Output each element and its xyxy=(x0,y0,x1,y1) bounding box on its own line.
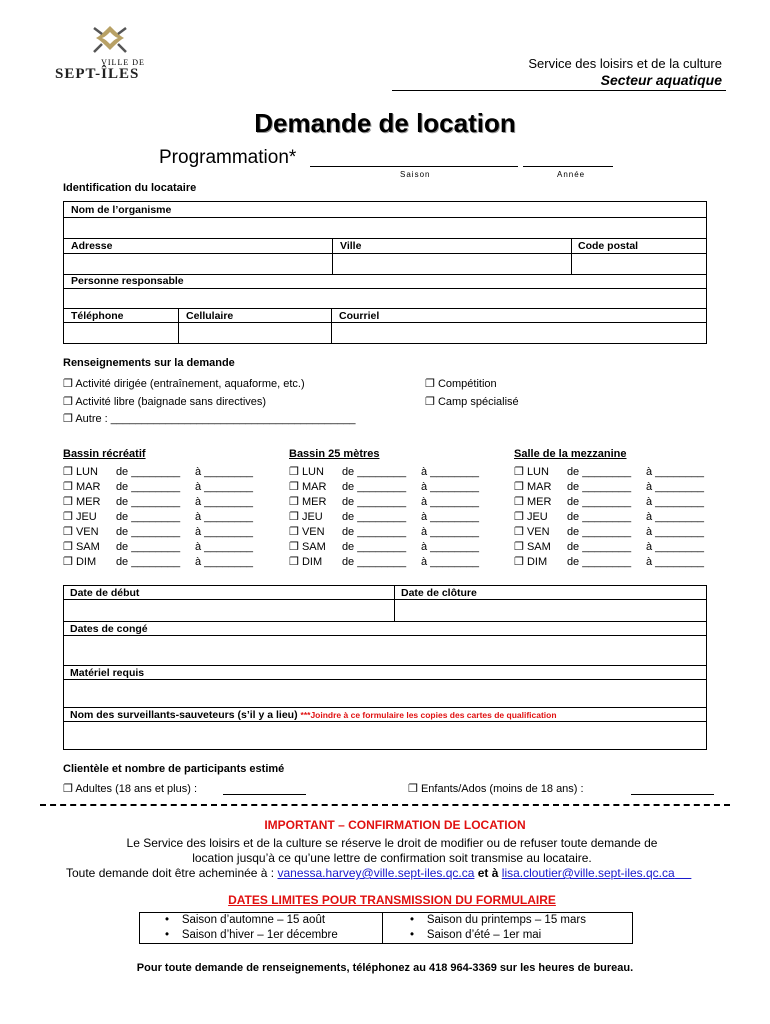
a-field[interactable]: à ________ xyxy=(194,496,254,508)
de-field[interactable]: de ________ xyxy=(341,541,407,553)
de-field[interactable]: de ________ xyxy=(341,496,407,508)
deadlines-heading: DATES LIMITES POUR TRANSMISSION DU FORMULAIRE xyxy=(228,893,556,907)
programmation-label: Programmation* xyxy=(159,147,297,168)
a-field[interactable]: à ________ xyxy=(420,481,480,493)
a-field[interactable]: à ________ xyxy=(194,556,254,568)
option-competition[interactable] xyxy=(425,377,497,390)
schedule-row-25m-mar[interactable] xyxy=(289,480,479,495)
bassin-recreatif-heading: Bassin récréatif xyxy=(63,448,146,460)
line3-text: Toute demande doit être acheminée à : xyxy=(66,866,278,880)
day-label: VEN xyxy=(75,526,99,538)
day-label: JEU xyxy=(301,511,323,523)
deadline-text: Saison d’hiver – 1er décembre xyxy=(181,929,338,941)
day-label: JEU xyxy=(526,511,548,523)
de-field[interactable]: de ________ xyxy=(115,541,181,553)
schedule-row-recreatif-jeu[interactable] xyxy=(63,510,253,525)
checkbox-icon: ❐ xyxy=(63,396,73,408)
schedule-row-recreatif-sam[interactable] xyxy=(63,540,253,555)
a-field[interactable]: à ________ xyxy=(645,526,705,538)
surveillants-label xyxy=(70,709,557,721)
day-label: VEN xyxy=(526,526,550,538)
a-field[interactable]: à ________ xyxy=(194,466,254,478)
checkbox-icon: ❐ xyxy=(425,378,435,390)
a-field[interactable]: à ________ xyxy=(420,541,480,553)
adresse-label: Adresse xyxy=(71,240,113,252)
materiel-label: Matériel requis xyxy=(70,667,145,679)
de-field[interactable]: de ________ xyxy=(115,556,181,568)
page-title: Demande de location xyxy=(254,108,516,138)
deadline-automne: • Saison d’automne – 15 août xyxy=(165,914,326,926)
de-field[interactable]: de ________ xyxy=(566,511,632,523)
a-field[interactable]: à ________ xyxy=(420,511,480,523)
important-heading: IMPORTANT – CONFIRMATION DE LOCATION xyxy=(264,818,526,832)
important-line1: Le Service des loisirs et de la culture se réserve le droit de modifier ou de refuser toute demande de xyxy=(126,836,658,850)
checkbox-icon: ❐ xyxy=(63,496,73,508)
de-field[interactable]: de ________ xyxy=(566,466,632,478)
a-field[interactable]: à ________ xyxy=(420,556,480,568)
de-field[interactable]: de ________ xyxy=(566,481,632,493)
secteur-name: Secteur aquatique xyxy=(600,72,722,88)
de-field[interactable]: de ________ xyxy=(341,511,407,523)
de-field[interactable]: de ________ xyxy=(341,481,407,493)
day-label: DIM xyxy=(526,556,548,568)
checkbox-icon: ❐ xyxy=(514,466,524,478)
personne-responsable-field[interactable] xyxy=(64,289,706,307)
surveillants-note: ***Joindre à ce formulaire les copies des cartes de qualification xyxy=(300,710,557,720)
a-field[interactable]: à ________ xyxy=(420,496,480,508)
schedule-row-recreatif-mar[interactable] xyxy=(63,480,253,495)
adultes-field[interactable] xyxy=(223,794,306,795)
checkbox-icon: ❐ xyxy=(514,481,524,493)
schedule-row-mezzanine-sam[interactable] xyxy=(514,540,704,555)
surveillants-field[interactable] xyxy=(64,722,706,749)
ville-label: Ville xyxy=(340,240,362,252)
de-field[interactable]: de ________ xyxy=(341,466,407,478)
a-field[interactable]: à ________ xyxy=(645,481,705,493)
identification-heading: Identification du locataire xyxy=(63,182,197,194)
deadline-ete: • Saison d’été – 1er mai xyxy=(410,929,542,941)
surveillants-text: Nom des surveillants-sauveteurs (s’il y a lieu) xyxy=(70,709,298,721)
checkbox-icon: ❐ xyxy=(63,481,73,493)
footer-note: Pour toute demande de renseignements, téléphonez au 418 964-3369 sur les heures de bureau. xyxy=(136,962,634,974)
date-cloture-label: Date de clôture xyxy=(401,587,477,599)
option-activite-dirigee[interactable] xyxy=(63,377,305,390)
ville-field[interactable] xyxy=(333,254,570,273)
materiel-field[interactable] xyxy=(64,680,706,706)
email-link-lisa[interactable]: lisa.cloutier@ville.sept-iles.qc.ca xyxy=(501,866,675,880)
day-label: MAR xyxy=(301,481,327,493)
option-enfants[interactable] xyxy=(408,782,584,795)
dates-conge-label: Dates de congé xyxy=(70,623,148,635)
schedule-row-25m-lun[interactable] xyxy=(289,465,479,480)
clientele-heading: Clientèle et nombre de participants estimé xyxy=(63,763,285,775)
schedule-row-25m-ven[interactable] xyxy=(289,525,479,540)
option-autre[interactable] xyxy=(63,412,356,425)
personne-responsable-label: Personne responsable xyxy=(71,275,184,287)
checkbox-icon: ❐ xyxy=(289,466,299,478)
de-field[interactable]: de ________ xyxy=(115,526,181,538)
day-label: LUN xyxy=(75,466,98,478)
day-label: MAR xyxy=(75,481,101,493)
enfants-field[interactable] xyxy=(631,794,714,795)
header-rule xyxy=(392,90,726,91)
checkbox-icon: ❐ xyxy=(63,556,73,568)
a-field[interactable]: à ________ xyxy=(645,466,705,478)
schedule-row-25m-jeu[interactable] xyxy=(289,510,479,525)
telephone-label: Téléphone xyxy=(71,310,124,322)
a-field[interactable]: à ________ xyxy=(645,541,705,553)
adresse-field[interactable] xyxy=(64,254,331,273)
deadline-hiver: • Saison d’hiver – 1er décembre xyxy=(165,929,338,941)
checkbox-icon: ❐ xyxy=(63,783,73,795)
de-field[interactable]: de ________ xyxy=(115,496,181,508)
checkbox-icon: ❐ xyxy=(289,511,299,523)
a-field[interactable]: à ________ xyxy=(645,511,705,523)
bassin-25m-heading: Bassin 25 mètres xyxy=(289,448,380,460)
schedule-row-mezzanine-mer[interactable] xyxy=(514,495,704,510)
schedule-row-mezzanine-dim[interactable] xyxy=(514,555,704,570)
checkbox-icon: ❐ xyxy=(514,526,524,538)
a-field[interactable]: à ________ xyxy=(420,526,480,538)
cellulaire-field[interactable] xyxy=(179,323,330,343)
a-field[interactable]: à ________ xyxy=(194,481,254,493)
checkbox-icon: ❐ xyxy=(63,511,73,523)
option-label: Adultes (18 ans et plus) : xyxy=(75,783,198,795)
schedule-row-25m-dim[interactable] xyxy=(289,555,479,570)
checkbox-icon: ❐ xyxy=(514,556,524,568)
a-field[interactable]: à ________ xyxy=(194,526,254,538)
de-field[interactable]: de ________ xyxy=(566,496,632,508)
schedule-row-mezzanine-lun[interactable] xyxy=(514,465,704,480)
de-field[interactable]: de ________ xyxy=(341,526,407,538)
saison-field[interactable] xyxy=(310,166,518,167)
date-debut-label: Date de début xyxy=(70,587,140,599)
option-label: Activité libre (baignade sans directives) xyxy=(75,396,267,408)
checkbox-icon: ❐ xyxy=(514,496,524,508)
option-label: Camp spécialisé xyxy=(437,396,519,408)
checkbox-icon: ❐ xyxy=(425,396,435,408)
nom-organisme-field[interactable] xyxy=(64,218,706,237)
a-field[interactable]: à ________ xyxy=(194,511,254,523)
option-label: Compétition xyxy=(437,378,497,390)
checkbox-icon: ❐ xyxy=(63,526,73,538)
schedule-row-recreatif-lun[interactable] xyxy=(63,465,253,480)
option-label: Autre : ________________________________________ xyxy=(75,413,356,425)
important-line2: location jusqu’à ce qu’une lettre de confirmation soit transmise au locataire. xyxy=(192,851,592,865)
de-field[interactable]: de ________ xyxy=(115,481,181,493)
salle-mezzanine-heading: Salle de la mezzanine xyxy=(514,448,627,460)
schedule-row-25m-mer[interactable] xyxy=(289,495,479,510)
telephone-field[interactable] xyxy=(64,323,177,343)
checkbox-icon: ❐ xyxy=(289,541,299,553)
day-label: JEU xyxy=(75,511,97,523)
a-field[interactable]: à ________ xyxy=(645,556,705,568)
day-label: DIM xyxy=(301,556,323,568)
option-camp-specialise[interactable] xyxy=(425,395,519,408)
annee-field[interactable] xyxy=(523,166,613,167)
day-label: LUN xyxy=(301,466,324,478)
day-label: MER xyxy=(526,496,552,508)
option-adultes[interactable] xyxy=(63,782,197,795)
logo-city-name: SEPT-ÎLES xyxy=(55,66,140,82)
line3-and: et à xyxy=(474,866,502,880)
nom-organisme-label: Nom de l’organisme xyxy=(71,204,172,216)
deadline-text: Saison d’été – 1er mai xyxy=(426,929,542,941)
de-field[interactable]: de ________ xyxy=(341,556,407,568)
day-label: LUN xyxy=(526,466,549,478)
checkbox-icon: ❐ xyxy=(63,378,73,390)
annee-caption: Année xyxy=(557,170,586,179)
schedule-row-recreatif-mer[interactable] xyxy=(63,495,253,510)
courriel-label: Courriel xyxy=(339,310,380,322)
day-label: SAM xyxy=(75,541,100,553)
day-label: SAM xyxy=(526,541,551,553)
day-label: MAR xyxy=(526,481,552,493)
checkbox-icon: ❐ xyxy=(514,541,524,553)
code-postal-field[interactable] xyxy=(572,254,706,273)
option-label: Enfants/Ados (moins de 18 ans) : xyxy=(420,783,584,795)
date-debut-field[interactable] xyxy=(64,600,393,620)
checkbox-icon: ❐ xyxy=(289,556,299,568)
option-label: Activité dirigée (entraînement, aquaforme, etc.) xyxy=(75,378,305,390)
deadline-text: Saison du printemps – 15 mars xyxy=(426,914,586,926)
schedule-row-25m-sam[interactable] xyxy=(289,540,479,555)
date-cloture-field[interactable] xyxy=(395,600,706,620)
logo-ville-text: VILLE DE xyxy=(101,58,145,67)
courriel-field[interactable] xyxy=(332,323,706,343)
de-field[interactable]: de ________ xyxy=(115,511,181,523)
checkbox-icon: ❐ xyxy=(289,481,299,493)
checkbox-icon: ❐ xyxy=(63,466,73,478)
day-label: VEN xyxy=(301,526,325,538)
code-postal-label: Code postal xyxy=(578,240,639,252)
dates-conge-field[interactable] xyxy=(64,636,706,664)
schedule-row-mezzanine-mar[interactable] xyxy=(514,480,704,495)
checkbox-icon: ❐ xyxy=(289,496,299,508)
saison-caption: Saison xyxy=(400,170,431,179)
a-field[interactable]: à ________ xyxy=(420,466,480,478)
service-name: Service des loisirs et de la culture xyxy=(528,56,722,71)
de-field[interactable]: de ________ xyxy=(566,541,632,553)
option-activite-libre[interactable] xyxy=(63,395,266,408)
a-field[interactable]: à ________ xyxy=(645,496,705,508)
email-link-vanessa[interactable]: vanessa.harvey@ville.sept-iles.qc.ca xyxy=(277,866,475,880)
dashed-separator xyxy=(40,804,730,806)
important-line3 xyxy=(66,866,691,880)
checkbox-icon: ❐ xyxy=(408,783,418,795)
de-field[interactable]: de ________ xyxy=(115,466,181,478)
checkbox-icon: ❐ xyxy=(63,541,73,553)
city-logo-icon xyxy=(90,24,130,58)
schedule-row-mezzanine-jeu[interactable] xyxy=(514,510,704,525)
a-field[interactable]: à ________ xyxy=(194,541,254,553)
day-label: DIM xyxy=(75,556,97,568)
checkbox-icon: ❐ xyxy=(289,526,299,538)
day-label: MER xyxy=(75,496,101,508)
schedule-row-recreatif-ven[interactable] xyxy=(63,525,253,540)
renseignements-heading: Renseignements sur la demande xyxy=(63,357,235,369)
de-field[interactable]: de ________ xyxy=(566,556,632,568)
cellulaire-label: Cellulaire xyxy=(186,310,234,322)
checkbox-icon: ❐ xyxy=(63,413,73,425)
day-label: SAM xyxy=(301,541,326,553)
day-label: MER xyxy=(301,496,327,508)
checkbox-icon: ❐ xyxy=(514,511,524,523)
schedule-row-mezzanine-ven[interactable] xyxy=(514,525,704,540)
deadline-printemps: • Saison du printemps – 15 mars xyxy=(410,914,586,926)
deadline-text: Saison d’automne – 15 août xyxy=(181,914,326,926)
schedule-row-recreatif-dim[interactable] xyxy=(63,555,253,570)
de-field[interactable]: de ________ xyxy=(566,526,632,538)
